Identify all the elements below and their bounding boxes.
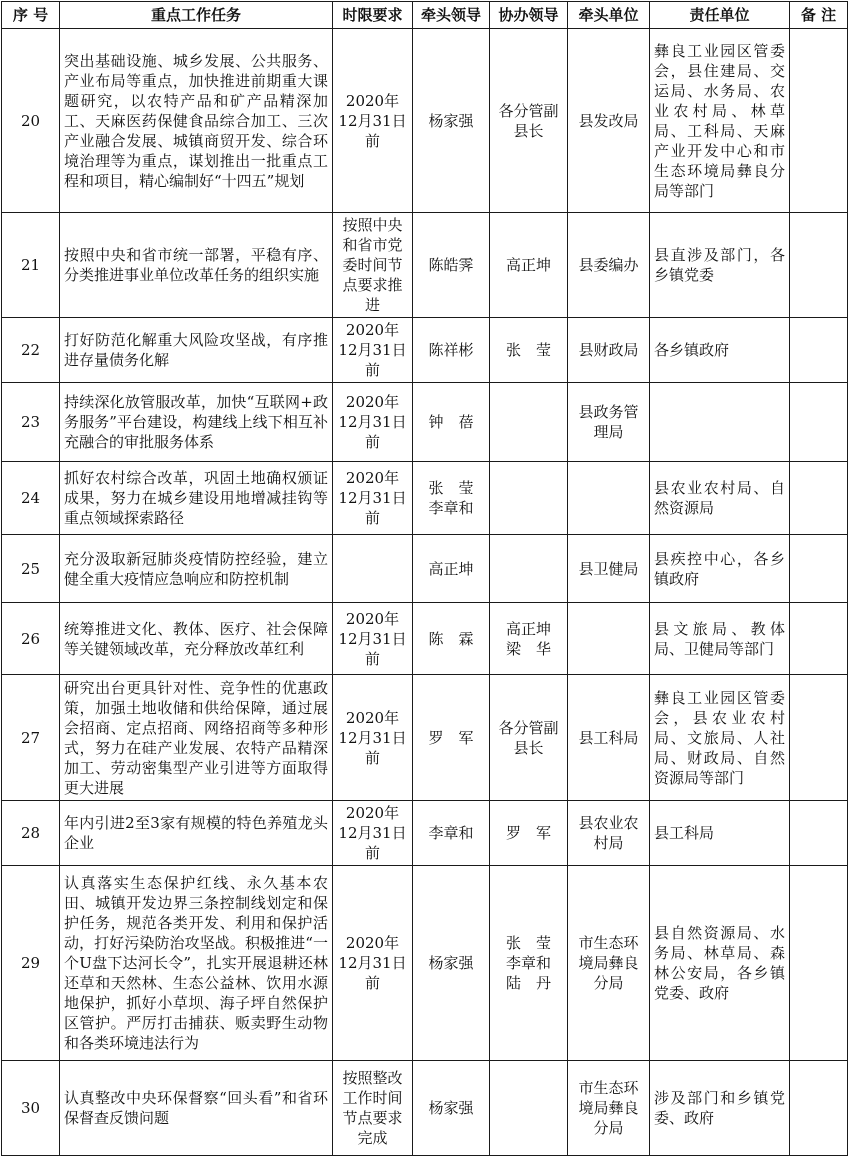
table-row: [2, 1061, 848, 1156]
cell-deadline: 按照整改工作时间节点要求完成: [333, 1061, 413, 1156]
cell-lead-unit: 市生态环境局彝良分局: [568, 866, 650, 1061]
cell-resp-unit: 涉及部门和乡镇党委、政府: [650, 1061, 790, 1156]
cell-lead-unit: 县发改局: [568, 29, 650, 213]
cell-remark: [790, 1061, 848, 1156]
cell-assist-leader-name: 陆 丹: [505, 974, 551, 992]
cell-lead-leader: [413, 462, 490, 535]
cell-lead-leader-name: 杨家强: [428, 954, 474, 972]
table-row: [2, 675, 848, 801]
cell-no: 26: [2, 603, 60, 675]
cell-no: 24: [2, 462, 60, 535]
cell-lead-leader: [413, 866, 490, 1061]
cell-deadline: [333, 535, 413, 603]
cell-task: 认真整改中央环保督察“回头看”和省环保督查反馈问题: [60, 1061, 333, 1156]
table-row: [2, 535, 848, 603]
cell-lead-unit: 县工科局: [568, 675, 650, 801]
task-table: [1, 1, 848, 1156]
cell-deadline: 2020年12月31日前: [333, 29, 413, 213]
cell-remark: [790, 535, 848, 603]
cell-assist-leader: [490, 675, 568, 801]
cell-assist-leader: [490, 29, 568, 213]
cell-lead-leader-name: 陈 霖: [428, 629, 474, 648]
header-lead-leader: 牵头领导: [413, 2, 490, 29]
header-row: [2, 2, 848, 29]
cell-no: 30: [2, 1061, 60, 1156]
cell-task: 抓好农村综合改革，巩固土地确权颁证成果，努力在城乡建设用地增减挂钩等重点领域探索路径: [60, 462, 333, 535]
cell-lead-unit: 县卫健局: [568, 535, 650, 603]
cell-no: 22: [2, 318, 60, 383]
cell-lead-leader-name: 陈皓霁: [428, 256, 474, 274]
cell-assist-leader-name: 罗 军: [505, 824, 551, 842]
cell-task: 充分汲取新冠肺炎疫情防控经验，建立健全重大疫情应急响应和防控机制: [60, 535, 333, 603]
cell-lead-unit: [568, 603, 650, 675]
cell-task: 按照中央和省市统一部署，平稳有序、分类推进事业单位改革任务的组织实施: [60, 213, 333, 318]
cell-lead-leader-name: 钟 蓓: [428, 413, 474, 431]
cell-task: 突出基础设施、城乡发展、公共服务、产业布局等重点，加快推进前期重大课题研究，以农特产品和矿产品精深加工、天麻医药保健食品综合加工、三次产业融合发展、城镇商贸开发、综合环境治理等为重点，谋划推出一批重点工程和项目，精心编制好“十四五”规划: [60, 29, 333, 213]
cell-lead-leader: [413, 675, 490, 801]
cell-remark: [790, 383, 848, 462]
cell-assist-leader-name: 张 莹: [505, 341, 551, 359]
table-row: [2, 462, 848, 535]
table-row: [2, 603, 848, 675]
cell-resp-unit: 县疾控中心，各乡镇政府: [650, 535, 790, 603]
cell-task: 认真落实生态保护红线、永久基本农田、城镇开发边界三条控制线划定和保护任务，规范各类开发、利用和保护活动，打好污染防治攻坚战。积极推进“一个U盘下达河长令”，扎实开展退耕还林还草和天然林、生态公益林、饮用水源地保护，抓好小草坝、海子坪自然保护区管护。严厉打击捕获、贩卖野生动物和各类环境违法行为: [60, 866, 333, 1061]
cell-no: 28: [2, 801, 60, 866]
cell-deadline: 2020年12月31日前: [333, 801, 413, 866]
cell-lead-unit: 县农业农村局: [568, 801, 650, 866]
header-lead-unit: 牵头单位: [568, 2, 650, 29]
table-body: [2, 29, 848, 1156]
cell-assist-leader-name: 各分管副县长: [498, 101, 559, 140]
cell-deadline: 2020年12月31日前: [333, 318, 413, 383]
cell-remark: [790, 801, 848, 866]
cell-deadline: 2020年12月31日前: [333, 383, 413, 462]
cell-lead-leader: [413, 801, 490, 866]
cell-no: 23: [2, 383, 60, 462]
cell-no: 29: [2, 866, 60, 1061]
cell-lead-unit: 县政务管理局: [568, 383, 650, 462]
table-row: [2, 318, 848, 383]
cell-lead-unit: 市生态环境局彝良分局: [568, 1061, 650, 1156]
cell-lead-leader: [413, 318, 490, 383]
cell-remark: [790, 213, 848, 318]
cell-task: 研究出台更具针对性、竞争性的优惠政策，加强土地收储和供给保障，通过展会招商、定点招商、网络招商等多种形式，努力在硅产业发展、农特产品精深加工、劳动密集型产业引进等方面取得更大进展: [60, 675, 333, 801]
cell-assist-leader: [490, 603, 568, 675]
table-row: [2, 213, 848, 318]
cell-assist-leader: [490, 213, 568, 318]
cell-task: 年内引进2至3家有规模的特色养殖龙头企业: [60, 801, 333, 866]
header-assist-leader: 协办领导: [490, 2, 568, 29]
cell-no: 27: [2, 675, 60, 801]
cell-lead-leader-name: 陈祥彬: [428, 341, 474, 359]
cell-resp-unit: 县直涉及部门，各乡镇党委: [650, 213, 790, 318]
cell-resp-unit: 县自然资源局、水务局、林草局、森林公安局，各乡镇党委、政府: [650, 866, 790, 1061]
cell-no: 25: [2, 535, 60, 603]
cell-assist-leader: [490, 318, 568, 383]
cell-assist-leader: [490, 801, 568, 866]
cell-lead-leader-name: 李章和: [428, 824, 474, 842]
table-row: [2, 801, 848, 866]
header-no: 序 号: [2, 2, 60, 29]
table-row: [2, 383, 848, 462]
cell-resp-unit: 各乡镇政府: [650, 318, 790, 383]
cell-assist-leader-name: 各分管副县长: [498, 718, 559, 757]
cell-resp-unit: 县工科局: [650, 801, 790, 866]
cell-lead-leader-name: 李章和: [428, 499, 474, 517]
cell-assist-leader-name: 高正坤: [505, 619, 551, 638]
cell-remark: [790, 318, 848, 383]
cell-lead-leader-name: 杨家强: [428, 111, 474, 130]
table-row: [2, 29, 848, 213]
cell-remark: [790, 675, 848, 801]
cell-resp-unit: 县农业农村局、自然资源局: [650, 462, 790, 535]
cell-task: 持续深化放管服改革，加快“互联网+政务服务”平台建设，构建线上线下相互补充融合的审批服务体系: [60, 383, 333, 462]
cell-lead-unit: 县委编办: [568, 213, 650, 318]
cell-lead-leader: [413, 603, 490, 675]
cell-assist-leader-name: 梁 华: [505, 639, 551, 658]
cell-remark: [790, 29, 848, 213]
cell-remark: [790, 866, 848, 1061]
cell-resp-unit: 县文旅局、教体局、卫健局等部门: [650, 603, 790, 675]
cell-assist-leader: [490, 535, 568, 603]
cell-no: 20: [2, 29, 60, 213]
cell-no: 21: [2, 213, 60, 318]
cell-lead-leader-name: 高正坤: [428, 559, 474, 578]
cell-assist-leader: [490, 383, 568, 462]
header-remark: 备 注: [790, 2, 848, 29]
cell-task: 统筹推进文化、教体、医疗、社会保障等关键领域改革，充分释放改革红利: [60, 603, 333, 675]
cell-assist-leader: [490, 866, 568, 1061]
cell-lead-leader-name: 杨家强: [428, 1099, 474, 1117]
cell-resp-unit: 彝良工业园区管委会，县农业农村局、文旅局、人社局、财政局、自然资源局等部门: [650, 675, 790, 801]
cell-lead-leader: [413, 29, 490, 213]
cell-resp-unit: [650, 383, 790, 462]
cell-lead-unit: [568, 462, 650, 535]
cell-assist-leader-name: 李章和: [505, 954, 551, 972]
cell-deadline: 2020年12月31日前: [333, 462, 413, 535]
cell-lead-leader-name: 张 莹: [428, 479, 474, 497]
cell-lead-unit: 县财政局: [568, 318, 650, 383]
header-task: 重点工作任务: [60, 2, 333, 29]
cell-assist-leader: [490, 462, 568, 535]
header-resp-unit: 责任单位: [650, 2, 790, 29]
cell-lead-leader: [413, 535, 490, 603]
cell-assist-leader: [490, 1061, 568, 1156]
cell-assist-leader-name: 高正坤: [505, 256, 551, 274]
cell-deadline: 按照中央和省市党委时间节点要求推进: [333, 213, 413, 318]
table-row: [2, 866, 848, 1061]
cell-remark: [790, 603, 848, 675]
cell-deadline: 2020年12月31日前: [333, 866, 413, 1061]
cell-resp-unit: 彝良工业园区管委会，县住建局、交运局、水务局、农业农村局、林草局、工科局、天麻产业开发中心和市生态环境局彝良分局等部门: [650, 29, 790, 213]
cell-lead-leader: [413, 213, 490, 318]
cell-lead-leader: [413, 383, 490, 462]
cell-deadline: 2020年12月31日前: [333, 603, 413, 675]
cell-assist-leader-name: 张 莹: [505, 934, 551, 952]
header-deadline: 时限要求: [333, 2, 413, 29]
cell-deadline: 2020年12月31日前: [333, 675, 413, 801]
cell-lead-leader: [413, 1061, 490, 1156]
cell-task: 打好防范化解重大风险攻坚战，有序推进存量债务化解: [60, 318, 333, 383]
cell-remark: [790, 462, 848, 535]
cell-lead-leader-name: 罗 军: [428, 728, 474, 747]
